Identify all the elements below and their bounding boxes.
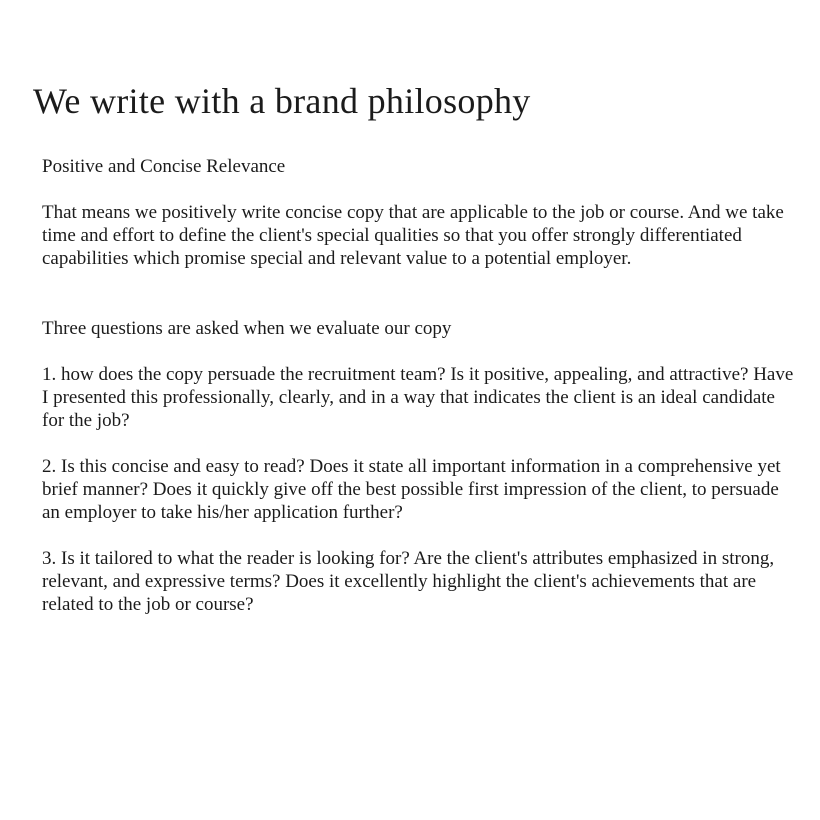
questions-heading: Three questions are asked when we evaluate our copy xyxy=(42,318,452,340)
question-item-2: 2. Is this concise and easy to read? Does it state all important information in a comprehensive yet brief manner? Does it quickly give off the best possible first impression of the client, to persuade an employer to take his/her application further? xyxy=(42,456,781,524)
subtitle: Positive and Concise Relevance xyxy=(42,156,286,178)
slide-content xyxy=(42,155,794,616)
question-item-3: 3. Is it tailored to what the reader is looking for? Are the client's attributes emphasized in strong, relevant, and expressive terms? Does it excellently highlight the client's achievements that are related to the job or course? xyxy=(42,548,775,616)
question-item-1: 1. how does the copy persuade the recruitment team? Is it positive, appealing, and attractive? Have I presented this professionally, clearly, and in a way that indicates the client is an ideal candidate for the job? xyxy=(42,364,794,432)
page-title: We write with a brand philosophy xyxy=(33,81,531,121)
intro-paragraph: That means we positively write concise copy that are applicable to the job or course. And we take time and effort to define the client's special qualities so that you offer strongly differentiated capabilities which promise special and relevant value to a potential employer. xyxy=(42,202,784,270)
